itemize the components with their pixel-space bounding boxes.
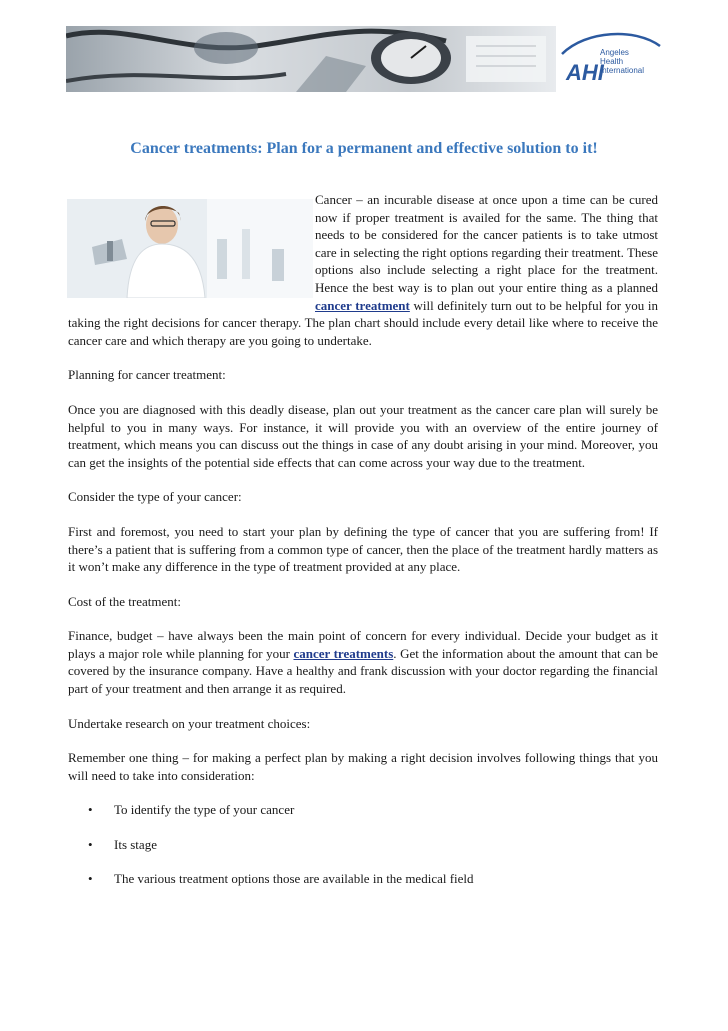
section-heading-cost: Cost of the treatment:: [68, 593, 182, 609]
article-body: [68, 191, 658, 904]
type-paragraph: First and foremost, you need to start your plan by defining the type of cancer that you are suffering from! If there’s a patient that is suffering from a common type of cancer, then the place of the treatment hardly matters as it won’t make any difference in the type of treatment provided at any place.: [68, 523, 658, 575]
stethoscope-banner-image: [66, 26, 556, 92]
section-heading-research: Undertake research on your treatment choices:: [68, 715, 311, 731]
list-item: • The various treatment options those are available in the medical field: [88, 870, 474, 886]
header-banner: [66, 26, 662, 92]
article-title: Cancer treatments: Plan for a permanent and effective solution to it!: [130, 140, 598, 157]
bullet-icon: •: [88, 870, 93, 886]
svg-text:AHI: AHI: [566, 60, 604, 85]
bullet-icon: •: [88, 802, 93, 818]
list-item: • Its stage: [88, 836, 157, 852]
list-item: • To identify the type of your cancer: [88, 802, 295, 818]
considerations-list: [68, 801, 658, 887]
section-heading-type: Consider the type of your cancer:: [68, 489, 242, 505]
intro-paragraph: Cancer – an incurable disease at once upon a time can be cured now if proper treatment is availed for the same. The thing that needs to be considered for the cancer patients is to take utmost care in selecting the right options regarding their treatment. These options also include selecting a right place for the treatment. Hence the best way is to plan out your entire thing as a planned cancer treatment will definitely turn out to be helpful for you in taking the right decisions for cancer therapy. The plan chart should include every detail like where to receive the cancer care and which therapy are you going to undertake.: [68, 192, 658, 348]
company-logo: [556, 26, 662, 92]
research-paragraph: Remember one thing – for making a perfect plan by making a right decision involves following things that you will need to take into consideration:: [68, 750, 658, 783]
bullet-icon: •: [88, 836, 93, 852]
cost-paragraph: Finance, budget – have always been the main point of concern for every individual. Decide your budget as it plays a major role while planning for your cancer treatments. Get the information about the amount that can be covered by the insurance company. Have a healthy and frank discussion with your doctor regarding the financial part of your treatment and then arrange it as required.: [68, 628, 659, 697]
planning-paragraph: Once you are diagnosed with this deadly disease, plan out your treatment as the cancer care plan will surely be helpful to you in many ways. For instance, it will provide you with an overview of the entire journey of treatment, which means you can discuss out the things in case of any doubt arising in your mind. Moreover, you can get the insights of the potential side effects that can come across your way due to the treatment.: [68, 401, 658, 470]
section-heading-planning: Planning for cancer treatment:: [68, 367, 226, 383]
cancer-treatments-link[interactable]: cancer treatments: [293, 645, 394, 661]
logo-text: Angeles Health International: [600, 48, 645, 75]
cancer-treatment-link[interactable]: cancer treatment: [315, 297, 410, 313]
